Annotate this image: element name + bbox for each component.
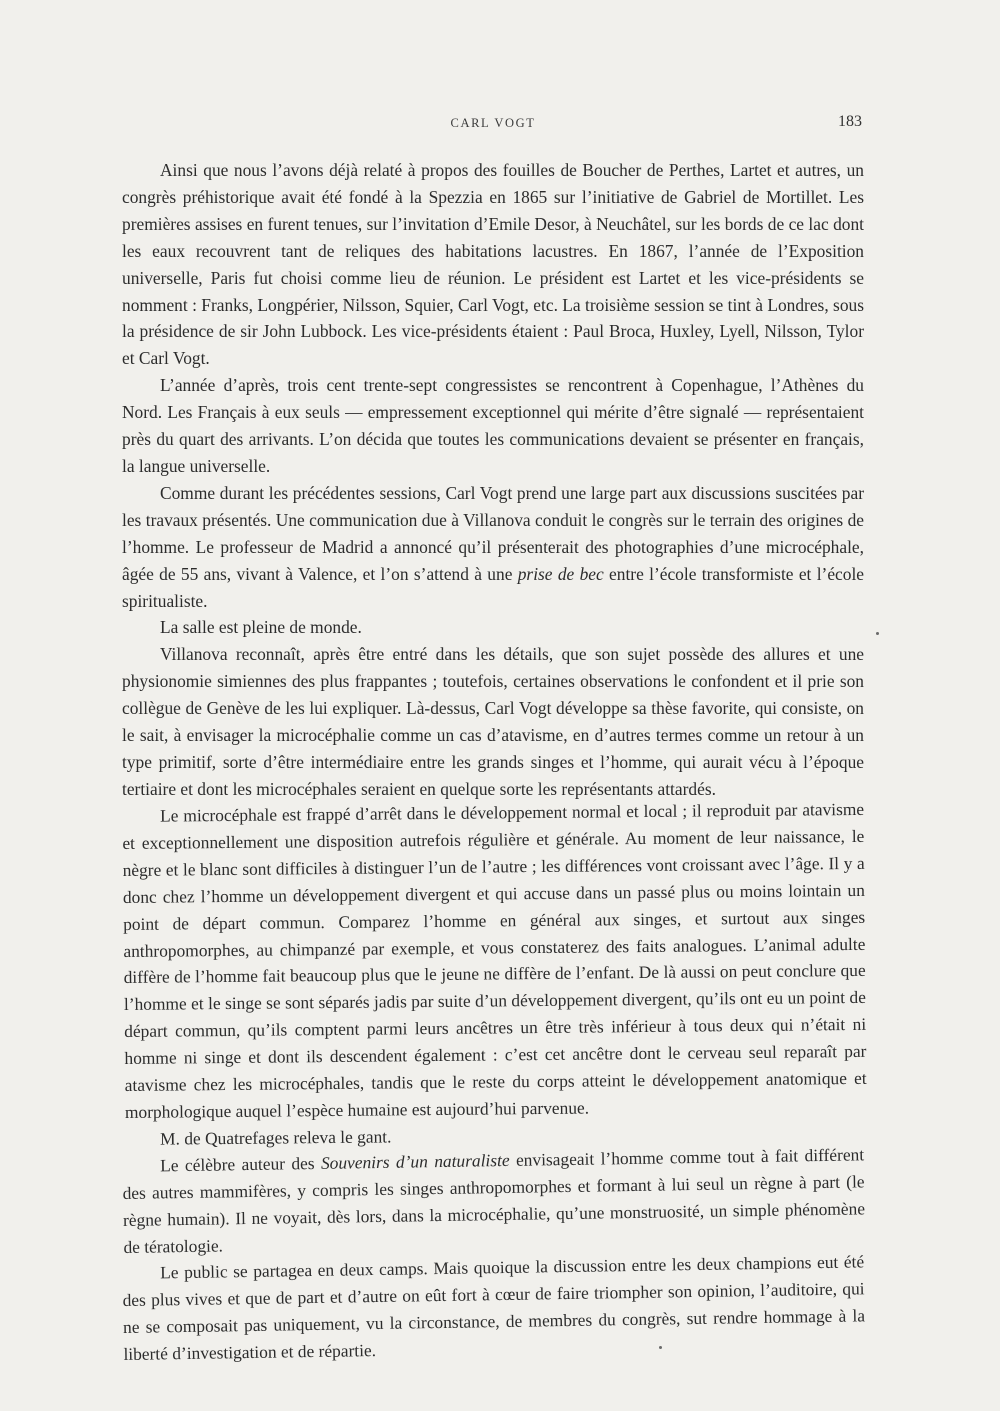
paragraph-congress-history: Ainsi que nous l’avons déjà relaté à propos des fouilles de Boucher de Perthes, Lartet et autres, un congrès préhistorique avait été fondé à la Spezzia en 1865 sur l’initiative de Gabriel de Mortillet. Les premières assises en furent tenues, sur l’invitation d’Emile Desor, à Neuchâtel, sur les bords de ce lac dont les eaux recouvrent tant de reliques des habitations lacustres. En 1867, l’année de l’Exposition universelle, Paris fut choisi comme lieu de réunion. Le président est Lartet et les vice-présidents se nomment : Franks, Longpérier, Nilsson, Squier, Carl Vogt, etc. La troisième session se tint à Londres, sous la présidence de sir John Lubbock. Les vice-présidents étaient : Paul Broca, Huxley, Lyell, Nilsson, Tylor et Carl Vogt. [122,160,864,369]
paragraph-text: Comme durant les précédentes sessions, Carl Vogt prend une large part aux discussions suscitées par les travaux présentés. Une communication due à Villanova conduit le congrès sur le terrain des origines de l’homme. Le professeur de Madrid a annoncé qu’il présenterait des photographies d’une microcéphale, âgée de 55 ans, vivant à Valence, et l’on s’attend à une [122,482,864,584]
paragraph-full-room: La salle est pleine de monde. [160,617,362,638]
paragraph-public-divided: Le public se partagea en deux camps. Mais quoique la discussion entre les deux champions eut été des plus vives et que de part et d’autre on eût fort à cœur de faire triompher son opinion, l’auditoire, qui ne se composait pas uniquement, vu la circonstance, de membres du congrès, sut rendre hommage à la liberté d’investigation et de répartie. [122,1251,866,1364]
book-title: Souvenirs d’un naturaliste [320,1149,510,1173]
paragraph-text: envisageait l’homme comme tout à fait différent des autres mammifères, y compris les singes anthropomorphes et formant à lui seul un règne à part (le règne humain). Il ne voyait, dès lors, dans la microcéphalie, qu’une monstruosité, un simple phénomène de tératologie. [122,1143,866,1257]
body-text [122,157,867,1368]
paragraph-text: Le célèbre auteur des [160,1152,322,1175]
paragraph-text: entre l’école transformiste et l’école spiritualiste. [122,563,864,611]
paragraph-quatrefages: M. de Quatrefages releva le gant. [160,1126,392,1149]
paragraph-villanova-communication [122,480,864,615]
paragraph-microcephaly-atavism: Le microcéphale est frappé d’arrêt dans le développement normal et local ; il reproduit par atavisme et exceptionnellement une disposition autrefois régulière et générale. Au moment de leur naissance, le nègre et le blanc sont difficiles à distinguer l’un de l’autre ; les différences vont croissant avec l’âge. Il y a donc chez l’homme un développement divergent et qui accuse dans un passé plus ou moins lointain un point de départ commun. Comparez l’homme en général aux singes, et surtout aux singes anthropomorphes, au chimpanzé par exemple, et vous constaterez des faits analogues. L’animal adulte diffère de l’homme fait beaucoup plus que le jeune ne diffère de l’enfant. De là aussi on peut conclure que l’homme et le singe se sont séparés jadis par suite d’un développement divergent, qu’ils ont eu un point de départ commun, qu’ils comptent parmi leurs ancêtres un être très inférieur à tous deux qui n’était ni homme ni singe et dont ils descendent également : c’est cet ancêtre dont le cerveau seul reparaît par atavisme chez les microcéphales, tandis que le reste du corps atteint le développement anatomique et morphologique auquel l’espèce humaine est aujourd’hui parvenue. [122,798,867,1122]
running-head: CARL VOGT [450,116,536,130]
paragraph-naturalist-view [122,1141,866,1260]
page-header [122,113,864,140]
page-number: 183 [838,113,862,130]
paragraph-vogt-thesis: Villanova reconnaît, après être entré dans les détails, que son sujet possède des allures et une physionomie simiennes des plus frappantes ; toutefois, certaines observations le confondent et il prie son collègue de Genève de les lui expliquer. Là-dessus, Carl Vogt développe sa thèse favorite, qui consiste, on le sait, à envisager la microcéphalie comme un cas d’atavisme, en d’autres termes comme un retour à un type primitif, sorte d’être intermédiaire entre les grands singes et l’homme, qui aurait vécu à l’époque tertiaire et dont les microcéphales seraient en quelque sorte les représentants attardés. [122,644,864,799]
ink-speck [659,1346,662,1349]
italic-phrase: prise de bec [517,563,604,584]
ink-speck [876,632,879,635]
paragraph-copenhagen: L’année d’après, trois cent trente-sept congressistes se rencontrent à Copenhague, l’Athènes du Nord. Les Français à eux seuls — empressement exceptionnel qui mérite d’être signalé — représentaient près du quart des arrivants. L’on décida que toutes les communications devaient se présenter en français, la langue universelle. [122,375,864,476]
